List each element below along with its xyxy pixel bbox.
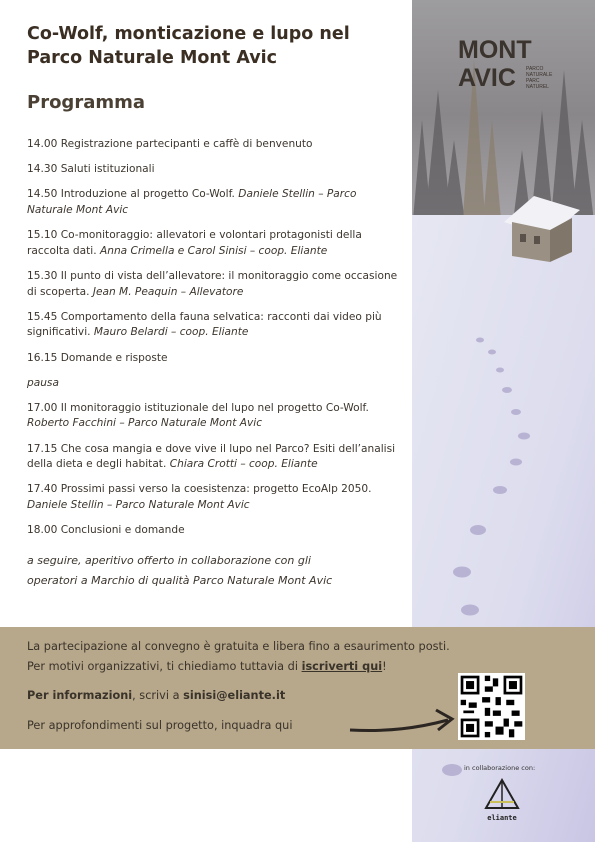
- svg-text:PARCO: PARCO: [526, 66, 544, 72]
- arrow-icon: [348, 702, 458, 742]
- page-title: [27, 22, 397, 70]
- logo-line-1: MONT: [458, 36, 532, 64]
- program-item: 17.00 Il monitoraggio istituzionale del lupo nel progetto Co-Wolf. Roberto Facchini – Parco Naturale Mont Avic: [27, 401, 369, 430]
- qr-code-icon[interactable]: [458, 673, 525, 740]
- qr-instruction: Per approfondimenti sul progetto, inquadra qui: [27, 719, 293, 732]
- program-item: 17.15 Che cosa mangia e dove vive il lupo nel Parco? Esiti dell’analisi della dieta e degli habitat. Chiara Crotti – coop. Eliante: [27, 442, 396, 471]
- program-item: 15.10 Co-monitoraggio: allevatori e volontari protagonisti della raccolta dati. Anna Crimella e Carol Sinisi – coop. Eliante: [27, 229, 362, 257]
- eliante-logo: [482, 776, 522, 826]
- program-item: 14.30 Saluti istituzionali: [27, 163, 155, 176]
- svg-text:NATURALE: NATURALE: [526, 72, 553, 78]
- email-link[interactable]: sinisi@eliante.it: [183, 689, 286, 702]
- logo-line-2: AVIC: [458, 64, 516, 92]
- program-item: 17.40 Prossimi passi verso la coesistenza: progetto EcoAlp 2050. Daniele Stellin – Parco Naturale Mont Avic: [27, 483, 372, 512]
- program-item: 14.50 Introduzione al progetto Co-Wolf. Daniele Stellin – Parco Naturale Mont Avic: [27, 188, 357, 216]
- program-item: 18.00 Conclusioni e domande: [27, 524, 185, 537]
- program-item: 15.30 Il punto di vista dell’allevatore: il monitoraggio come occasione di scoperta. Jean M. Peaquin – Allevatore: [27, 269, 398, 298]
- svg-text:PARC: PARC: [526, 78, 540, 84]
- program-list: [27, 137, 405, 591]
- program-item: 16.15 Domande e risposte: [27, 351, 168, 364]
- program-item: 14.00 Registrazione partecipanti e caffè di benvenuto: [27, 138, 313, 150]
- collaboration-label: in collaborazione con:: [464, 764, 536, 772]
- program-item: 15.45 Comportamento della fauna selvatica: racconti dai video più significativi. Mauro Belardi – coop. Eliante: [27, 310, 382, 339]
- closing-note: a seguire, aperitivo offerto in collaborazione con gli operatori a Marchio di qualità Parco Naturale Mont Avic: [27, 553, 333, 587]
- title-line-2: Parco Naturale Mont Avic: [27, 48, 278, 68]
- mont-avic-logo: [456, 22, 566, 94]
- participation-note: La partecipazione al convegno è gratuita e libera fino a esaurimento posti.: [27, 640, 450, 653]
- title-line-1: Co-Wolf, monticazione e lupo nel: [27, 24, 350, 44]
- pause-label: pausa: [27, 376, 59, 389]
- info-line: Per informazioni, scrivi a sinisi@eliante.it: [27, 689, 286, 702]
- register-link[interactable]: iscriverti qui: [301, 660, 383, 673]
- registration-note: Per motivi organizzativi, ti chiediamo tuttavia di iscriverti qui!: [27, 660, 387, 673]
- svg-text:NATUREL: NATUREL: [526, 84, 549, 90]
- eliante-logo-text: eliante: [487, 814, 517, 822]
- program-heading: Programma: [27, 92, 146, 113]
